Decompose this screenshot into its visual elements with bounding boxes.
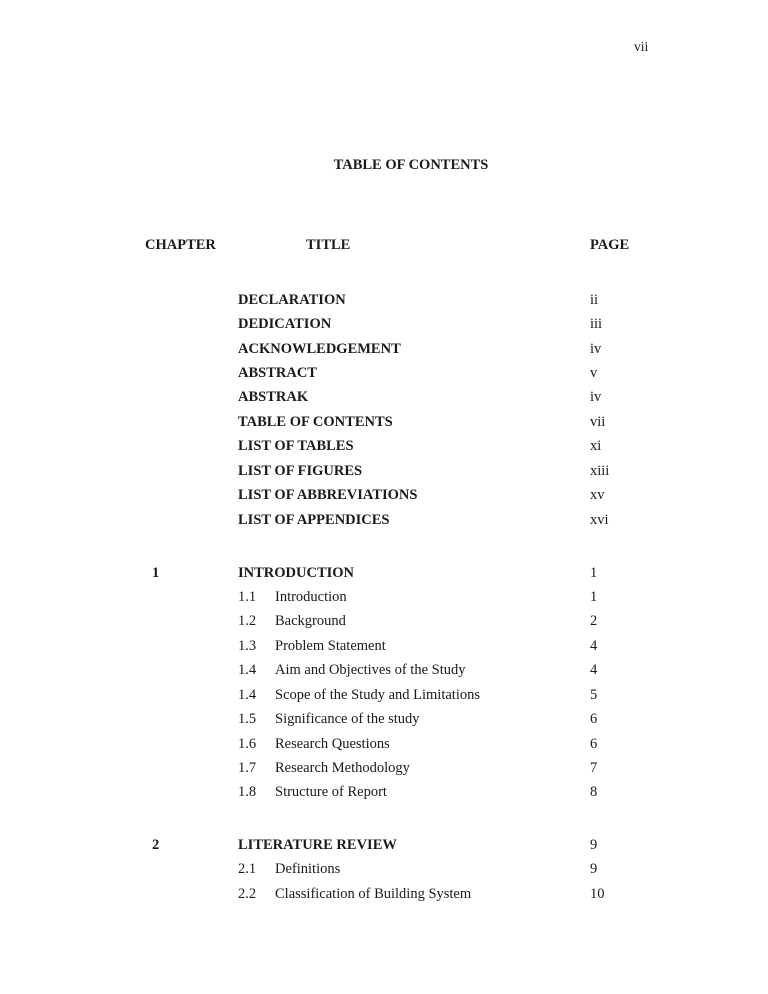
section-title: Structure of Report xyxy=(275,784,387,800)
section-title: Problem Statement xyxy=(275,638,386,654)
section-page: 1 xyxy=(590,589,598,605)
entry-title: ABSTRACT xyxy=(238,365,317,381)
toc-entry xyxy=(0,390,768,410)
section-title: Classification of Building System xyxy=(275,886,472,902)
toc-entry xyxy=(0,439,768,459)
toc-entry xyxy=(0,366,768,386)
section-page: 6 xyxy=(590,711,598,727)
section-page: 4 xyxy=(590,638,598,654)
section-number: 1.1 xyxy=(238,589,257,605)
document-title: TABLE OF CONTENTS xyxy=(333,157,489,173)
header-chapter: CHAPTER xyxy=(145,237,216,253)
entry-page: xi xyxy=(590,438,602,454)
section-entry xyxy=(0,688,768,708)
header-title: TITLE xyxy=(306,237,351,253)
section-title: Research Methodology xyxy=(275,760,410,776)
toc-entry xyxy=(0,488,768,508)
section-entry xyxy=(0,590,768,610)
toc-entry xyxy=(0,415,768,435)
section-number: 1.4 xyxy=(238,687,257,703)
section-number: 1.7 xyxy=(238,760,257,776)
entry-title: LIST OF TABLES xyxy=(238,438,354,454)
section-entry xyxy=(0,887,768,907)
chapter-title: INTRODUCTION xyxy=(238,565,355,581)
section-page: 5 xyxy=(590,687,598,703)
section-entry xyxy=(0,614,768,634)
section-page: 4 xyxy=(590,662,598,678)
section-number: 1.4 xyxy=(238,662,257,678)
entry-page: xv xyxy=(590,487,605,503)
section-entry xyxy=(0,663,768,683)
entry-page: xiii xyxy=(590,463,610,479)
chapter-number: 2 xyxy=(152,837,160,853)
section-entry xyxy=(0,737,768,757)
section-page: 6 xyxy=(590,736,598,752)
entry-title: DECLARATION xyxy=(238,292,346,308)
entry-page: ii xyxy=(590,292,599,308)
section-page: 10 xyxy=(590,886,605,902)
entry-page: iv xyxy=(590,341,602,357)
section-number: 1.3 xyxy=(238,638,257,654)
section-page: 8 xyxy=(590,784,598,800)
section-number: 2.2 xyxy=(238,886,257,902)
entry-title: LIST OF ABBREVIATIONS xyxy=(238,487,418,503)
entry-title: ACKNOWLEDGEMENT xyxy=(238,341,401,357)
section-number: 1.8 xyxy=(238,784,257,800)
section-number: 1.2 xyxy=(238,613,257,629)
chapter-page: 9 xyxy=(590,837,598,853)
entry-page: xvi xyxy=(590,512,609,528)
chapter-page: 1 xyxy=(590,565,598,581)
toc-entry xyxy=(0,513,768,533)
chapter-title: LITERATURE REVIEW xyxy=(238,837,397,853)
chapter-heading xyxy=(0,566,768,586)
section-page: 7 xyxy=(590,760,598,776)
entry-title: DEDICATION xyxy=(238,316,332,332)
entry-title: LIST OF APPENDICES xyxy=(238,512,390,528)
section-title: Scope of the Study and Limitations xyxy=(275,687,480,703)
page-number: vii xyxy=(634,39,649,54)
section-title: Research Questions xyxy=(275,736,390,752)
section-entry xyxy=(0,785,768,805)
toc-entry xyxy=(0,342,768,362)
section-number: 1.6 xyxy=(238,736,257,752)
section-number: 1.5 xyxy=(238,711,257,727)
entry-page: v xyxy=(590,365,598,381)
chapter-number: 1 xyxy=(152,565,160,581)
section-title: Aim and Objectives of the Study xyxy=(275,662,466,678)
section-entry xyxy=(0,862,768,882)
section-number: 2.1 xyxy=(238,861,257,877)
section-title: Background xyxy=(275,613,346,629)
entry-title: TABLE OF CONTENTS xyxy=(238,414,393,430)
section-page: 2 xyxy=(590,613,598,629)
section-title: Introduction xyxy=(275,589,347,605)
toc-entry xyxy=(0,293,768,313)
toc-entry xyxy=(0,464,768,484)
section-title: Definitions xyxy=(275,861,341,877)
chapter-heading xyxy=(0,838,768,858)
section-entry xyxy=(0,639,768,659)
toc-entry xyxy=(0,317,768,337)
header-page: PAGE xyxy=(590,237,630,253)
section-page: 9 xyxy=(590,861,598,877)
section-entry xyxy=(0,761,768,781)
entry-page: iii xyxy=(590,316,603,332)
entry-title: LIST OF FIGURES xyxy=(238,463,363,479)
entry-title: ABSTRAK xyxy=(238,389,309,405)
entry-page: vii xyxy=(590,414,606,430)
section-entry xyxy=(0,712,768,732)
section-title: Significance of the study xyxy=(275,711,420,727)
entry-page: iv xyxy=(590,389,602,405)
